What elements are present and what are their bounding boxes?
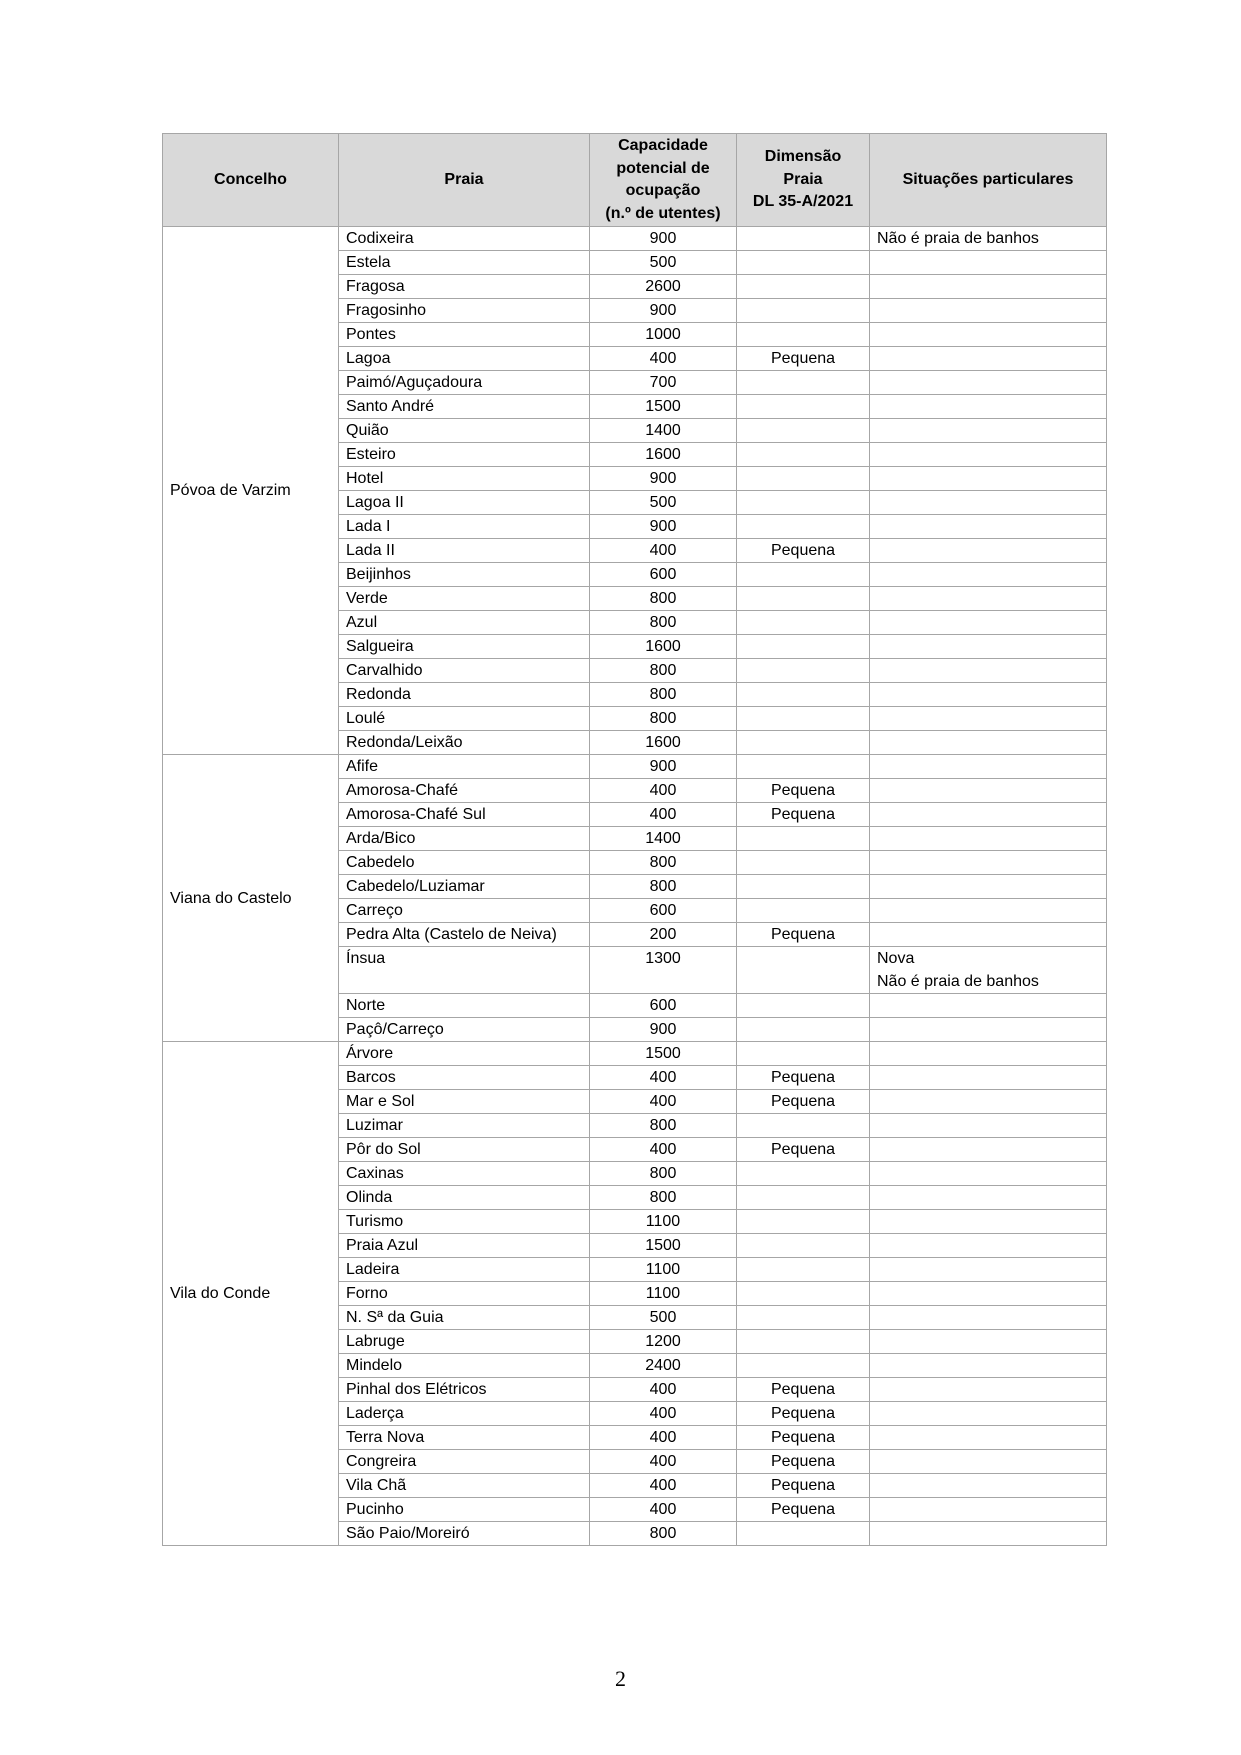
cell-praia: Turismo: [339, 1210, 590, 1234]
cell-capacidade: 400: [590, 1402, 737, 1426]
cell-praia: Forno: [339, 1282, 590, 1306]
cell-situacoes: [870, 1450, 1107, 1474]
header-capacidade-line: potencial de: [616, 159, 710, 177]
cell-situacoes: [870, 707, 1107, 731]
cell-praia: Pinhal dos Elétricos: [339, 1378, 590, 1402]
cell-capacidade: 2600: [590, 275, 737, 299]
cell-situacoes: [870, 659, 1107, 683]
cell-praia: Fragosinho: [339, 299, 590, 323]
cell-capacidade: 1100: [590, 1210, 737, 1234]
cell-situacoes: [870, 1258, 1107, 1282]
cell-dimensao: [737, 611, 870, 635]
cell-dimensao: [737, 994, 870, 1018]
cell-praia: Barcos: [339, 1066, 590, 1090]
header-dimensao-line: Dimensão: [764, 148, 842, 166]
cell-capacidade: 1200: [590, 1330, 737, 1354]
cell-capacidade: 400: [590, 1498, 737, 1522]
cell-praia: Mindelo: [339, 1354, 590, 1378]
header-capacidade: [590, 134, 737, 227]
cell-capacidade: 900: [590, 299, 737, 323]
table-row: [163, 227, 1107, 251]
cell-dimensao: [737, 395, 870, 419]
cell-capacidade: 400: [590, 1090, 737, 1114]
cell-situacoes: [870, 491, 1107, 515]
cell-dimensao: [737, 1306, 870, 1330]
cell-capacidade: 400: [590, 1426, 737, 1450]
cell-dimensao: [737, 827, 870, 851]
cell-dimensao: [737, 1186, 870, 1210]
cell-situacoes: [870, 1138, 1107, 1162]
cell-praia: Pucinho: [339, 1498, 590, 1522]
cell-dimensao: [737, 659, 870, 683]
cell-situacoes: [870, 467, 1107, 491]
cell-praia: Praia Azul: [339, 1234, 590, 1258]
cell-situacoes: [870, 251, 1107, 275]
cell-dimensao: [737, 1354, 870, 1378]
cell-situacoes: [870, 851, 1107, 875]
cell-praia: Lada I: [339, 515, 590, 539]
cell-praia: Carvalhido: [339, 659, 590, 683]
cell-capacidade: 600: [590, 994, 737, 1018]
cell-capacidade: 400: [590, 539, 737, 563]
cell-dimensao: Pequena: [737, 1498, 870, 1522]
cell-capacidade: 500: [590, 1306, 737, 1330]
cell-situacoes: [870, 515, 1107, 539]
cell-capacidade: 700: [590, 371, 737, 395]
cell-situacoes: [870, 635, 1107, 659]
cell-dimensao: [737, 1522, 870, 1546]
cell-situacoes: [870, 563, 1107, 587]
cell-capacidade: 800: [590, 611, 737, 635]
cell-praia: Vila Chã: [339, 1474, 590, 1498]
beach-capacity-table-container: [162, 133, 1106, 1546]
cell-capacidade: 1600: [590, 635, 737, 659]
cell-capacidade: 800: [590, 659, 737, 683]
cell-situacoes: [870, 539, 1107, 563]
header-capacidade-line: (n.º de utentes): [605, 204, 721, 222]
cell-capacidade: 2400: [590, 1354, 737, 1378]
cell-capacidade: 400: [590, 1450, 737, 1474]
cell-capacidade: 1000: [590, 323, 737, 347]
cell-dimensao: Pequena: [737, 1474, 870, 1498]
cell-praia: Santo André: [339, 395, 590, 419]
header-praia: Praia: [339, 134, 590, 227]
cell-dimensao: [737, 587, 870, 611]
cell-dimensao: [737, 491, 870, 515]
cell-situacoes: [870, 1402, 1107, 1426]
cell-dimensao: Pequena: [737, 1066, 870, 1090]
cell-capacidade: 900: [590, 227, 737, 251]
cell-capacidade: 800: [590, 1522, 737, 1546]
cell-capacidade: 800: [590, 1114, 737, 1138]
cell-situacoes: Nova Não é praia de banhos: [870, 947, 1107, 994]
cell-situacoes: [870, 1378, 1107, 1402]
cell-capacidade: 800: [590, 1162, 737, 1186]
cell-dimensao: [737, 371, 870, 395]
cell-praia: Mar e Sol: [339, 1090, 590, 1114]
cell-situacoes: [870, 443, 1107, 467]
cell-praia: Ínsua: [339, 947, 590, 994]
cell-capacidade: 500: [590, 491, 737, 515]
cell-praia: Pedra Alta (Castelo de Neiva): [339, 923, 590, 947]
cell-dimensao: [737, 1258, 870, 1282]
header-concelho: Concelho: [163, 134, 339, 227]
cell-praia: Estela: [339, 251, 590, 275]
cell-capacidade: 1400: [590, 419, 737, 443]
cell-praia: Lagoa: [339, 347, 590, 371]
cell-situacoes: [870, 323, 1107, 347]
cell-capacidade: 400: [590, 1474, 737, 1498]
cell-dimensao: Pequena: [737, 1378, 870, 1402]
cell-dimensao: Pequena: [737, 1402, 870, 1426]
header-dimensao: [737, 134, 870, 227]
cell-capacidade: 600: [590, 899, 737, 923]
cell-situacoes: [870, 1354, 1107, 1378]
cell-dimensao: [737, 323, 870, 347]
cell-concelho: Póvoa de Varzim: [163, 227, 339, 755]
cell-dimensao: [737, 1114, 870, 1138]
cell-praia: Salgueira: [339, 635, 590, 659]
cell-dimensao: [737, 1210, 870, 1234]
cell-capacidade: 200: [590, 923, 737, 947]
cell-praia: Loulé: [339, 707, 590, 731]
cell-praia: Esteiro: [339, 443, 590, 467]
cell-capacidade: 900: [590, 755, 737, 779]
cell-dimensao: Pequena: [737, 779, 870, 803]
cell-capacidade: 1400: [590, 827, 737, 851]
cell-praia: Cabedelo/Luziamar: [339, 875, 590, 899]
cell-situacoes: [870, 899, 1107, 923]
cell-dimensao: [737, 755, 870, 779]
cell-dimensao: Pequena: [737, 1426, 870, 1450]
cell-praia: Afife: [339, 755, 590, 779]
cell-situacoes: [870, 1282, 1107, 1306]
cell-capacidade: 1500: [590, 1042, 737, 1066]
cell-capacidade: 400: [590, 803, 737, 827]
cell-praia: Redonda: [339, 683, 590, 707]
cell-praia: Azul: [339, 611, 590, 635]
cell-praia: Quião: [339, 419, 590, 443]
cell-capacidade: 800: [590, 875, 737, 899]
cell-dimensao: [737, 563, 870, 587]
cell-situacoes: [870, 1522, 1107, 1546]
cell-dimensao: Pequena: [737, 1138, 870, 1162]
cell-situacoes: [870, 803, 1107, 827]
cell-capacidade: 1500: [590, 1234, 737, 1258]
cell-capacidade: 1600: [590, 731, 737, 755]
page-number: 2: [615, 1666, 626, 1691]
cell-praia: Terra Nova: [339, 1426, 590, 1450]
cell-concelho: Vila do Conde: [163, 1042, 339, 1546]
cell-situacoes: [870, 1210, 1107, 1234]
cell-situacoes: [870, 1090, 1107, 1114]
cell-praia: Olinda: [339, 1186, 590, 1210]
cell-dimensao: [737, 683, 870, 707]
cell-praia: Norte: [339, 994, 590, 1018]
cell-situacoes: [870, 371, 1107, 395]
cell-capacidade: 1100: [590, 1282, 737, 1306]
cell-dimensao: Pequena: [737, 1090, 870, 1114]
table-header: [163, 134, 1107, 227]
cell-dimensao: Pequena: [737, 539, 870, 563]
cell-situacoes: [870, 1306, 1107, 1330]
cell-capacidade: 400: [590, 1138, 737, 1162]
cell-dimensao: Pequena: [737, 347, 870, 371]
cell-situacoes: [870, 395, 1107, 419]
cell-praia: Verde: [339, 587, 590, 611]
cell-praia: Paçô/Carreço: [339, 1018, 590, 1042]
cell-dimensao: [737, 1330, 870, 1354]
cell-dimensao: [737, 443, 870, 467]
cell-dimensao: Pequena: [737, 1450, 870, 1474]
cell-capacidade: 800: [590, 851, 737, 875]
cell-capacidade: 400: [590, 347, 737, 371]
cell-capacidade: 800: [590, 1186, 737, 1210]
cell-dimensao: [737, 1042, 870, 1066]
cell-praia: Arda/Bico: [339, 827, 590, 851]
cell-capacidade: 800: [590, 707, 737, 731]
cell-situacoes: [870, 275, 1107, 299]
cell-situacoes: [870, 1474, 1107, 1498]
cell-praia: São Paio/Moreiró: [339, 1522, 590, 1546]
cell-capacidade: 600: [590, 563, 737, 587]
cell-dimensao: [737, 299, 870, 323]
cell-praia: Pôr do Sol: [339, 1138, 590, 1162]
cell-situacoes: [870, 875, 1107, 899]
cell-situacoes: [870, 1018, 1107, 1042]
cell-praia: Labruge: [339, 1330, 590, 1354]
cell-dimensao: [737, 1162, 870, 1186]
cell-praia: Paimó/Aguçadoura: [339, 371, 590, 395]
cell-situacoes: [870, 347, 1107, 371]
cell-dimensao: [737, 1234, 870, 1258]
cell-situacoes: [870, 994, 1107, 1018]
cell-situacoes: Não é praia de banhos: [870, 227, 1107, 251]
cell-praia: Ladeira: [339, 1258, 590, 1282]
cell-praia: Amorosa-Chafé Sul: [339, 803, 590, 827]
cell-dimensao: [737, 731, 870, 755]
cell-situacoes: [870, 299, 1107, 323]
cell-capacidade: 1100: [590, 1258, 737, 1282]
cell-dimensao: [737, 707, 870, 731]
cell-praia: Codixeira: [339, 227, 590, 251]
cell-situacoes: [870, 683, 1107, 707]
cell-capacidade: 900: [590, 1018, 737, 1042]
cell-dimensao: [737, 227, 870, 251]
cell-praia: Luzimar: [339, 1114, 590, 1138]
header-dimensao-line: Praia: [783, 170, 823, 188]
cell-situacoes: [870, 1330, 1107, 1354]
cell-capacidade: 800: [590, 683, 737, 707]
cell-dimensao: [737, 851, 870, 875]
header-situacoes: Situações particulares: [870, 134, 1107, 227]
cell-dimensao: [737, 635, 870, 659]
cell-concelho: Viana do Castelo: [163, 755, 339, 1042]
cell-praia: Lagoa II: [339, 491, 590, 515]
header-capacidade-line: ocupação: [625, 182, 701, 199]
cell-capacidade: 400: [590, 779, 737, 803]
cell-dimensao: [737, 467, 870, 491]
cell-praia: Hotel: [339, 467, 590, 491]
header-capacidade-line: Capacidade: [618, 137, 708, 154]
cell-praia: Caxinas: [339, 1162, 590, 1186]
cell-situacoes: [870, 1114, 1107, 1138]
cell-dimensao: [737, 947, 870, 994]
cell-praia: Redonda/Leixão: [339, 731, 590, 755]
cell-dimensao: Pequena: [737, 803, 870, 827]
cell-praia: Cabedelo: [339, 851, 590, 875]
cell-praia: Árvore: [339, 1042, 590, 1066]
cell-situacoes: [870, 923, 1107, 947]
cell-dimensao: [737, 275, 870, 299]
cell-praia: Pontes: [339, 323, 590, 347]
cell-situacoes: [870, 827, 1107, 851]
cell-dimensao: [737, 419, 870, 443]
cell-situacoes: [870, 419, 1107, 443]
header-row: [163, 134, 1107, 227]
cell-dimensao: [737, 875, 870, 899]
cell-capacidade: 1500: [590, 395, 737, 419]
cell-dimensao: Pequena: [737, 923, 870, 947]
cell-capacidade: 500: [590, 251, 737, 275]
table-row: [163, 755, 1107, 779]
cell-praia: Fragosa: [339, 275, 590, 299]
cell-dimensao: [737, 251, 870, 275]
cell-praia: Congreira: [339, 1450, 590, 1474]
cell-dimensao: [737, 1282, 870, 1306]
header-dimensao-line: DL 35-A/2021: [752, 193, 854, 211]
cell-situacoes: [870, 1186, 1107, 1210]
cell-situacoes: [870, 611, 1107, 635]
cell-capacidade: 900: [590, 467, 737, 491]
cell-situacoes: [870, 779, 1107, 803]
cell-praia: Beijinhos: [339, 563, 590, 587]
cell-praia: Laderça: [339, 1402, 590, 1426]
cell-praia: N. Sª da Guia: [339, 1306, 590, 1330]
cell-situacoes: [870, 755, 1107, 779]
cell-praia: Lada II: [339, 539, 590, 563]
cell-situacoes: [870, 1162, 1107, 1186]
cell-situacoes: [870, 1498, 1107, 1522]
cell-praia: Carreço: [339, 899, 590, 923]
cell-capacidade: 1300: [590, 947, 737, 994]
cell-dimensao: [737, 899, 870, 923]
cell-capacidade: 900: [590, 515, 737, 539]
cell-situacoes: [870, 1234, 1107, 1258]
beach-capacity-table: [162, 133, 1107, 1546]
cell-situacoes: [870, 731, 1107, 755]
cell-dimensao: [737, 1018, 870, 1042]
cell-capacidade: 400: [590, 1066, 737, 1090]
cell-situacoes: [870, 1426, 1107, 1450]
table-row: [163, 1042, 1107, 1066]
cell-situacoes: [870, 587, 1107, 611]
table-body: [163, 227, 1107, 1546]
cell-capacidade: 1600: [590, 443, 737, 467]
cell-situacoes: [870, 1066, 1107, 1090]
cell-praia: Amorosa-Chafé: [339, 779, 590, 803]
cell-capacidade: 800: [590, 587, 737, 611]
cell-dimensao: [737, 515, 870, 539]
cell-situacoes: [870, 1042, 1107, 1066]
cell-capacidade: 400: [590, 1378, 737, 1402]
